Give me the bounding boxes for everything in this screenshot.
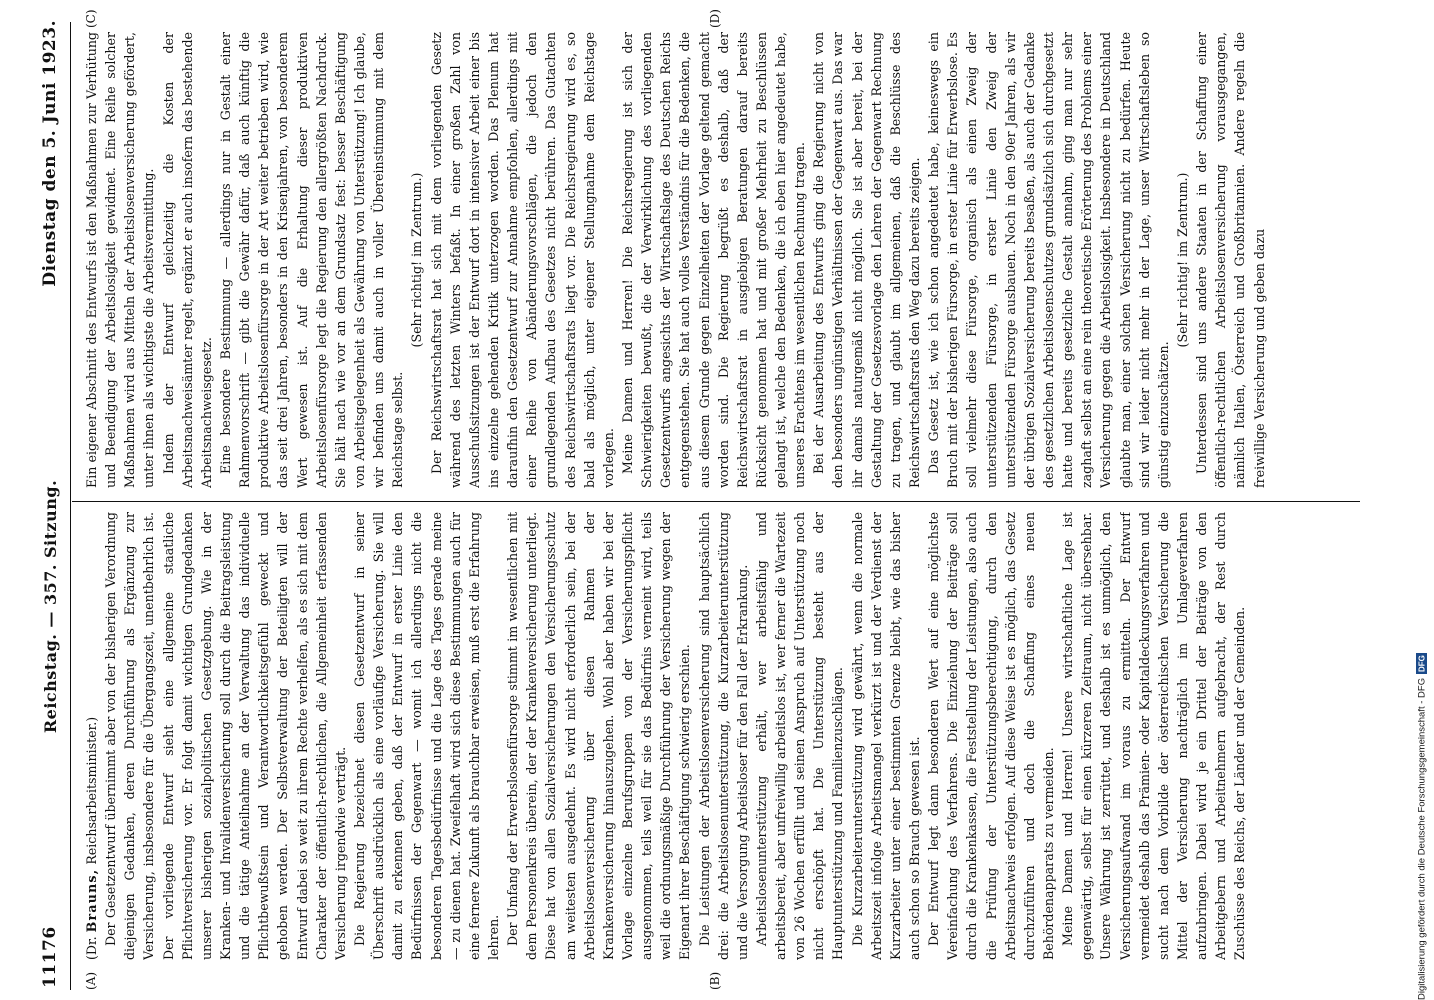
- paragraph: Meine Damen und Herren! Unsere wirtschaftliche Lage ist gegenwärtig, selbst für einen kürzeren Zeitraum, nicht übersehbar. Unsere Währung ist zerrüttet, und deshalb ist es unmöglich, den Versicherungsaufwand im voraus zu ermitteln. Der Entwurf vermeidet deshalb das Prämien- oder Kapitaldeckungsverfahren und sucht nach dem Vorbilde der österreichischen Versicherung die Mittel der Versicherung nachträglich im Umlageverfahren aufzubringen. Dabei wird je ein Drittel der Beiträge von den Arbeitgebern und Arbeitnehmern aufgebracht, der Rest durch Zuschüsse des Reichs, der Länder und der Gemeinden.: [1060, 512, 1248, 960]
- digitization-credit: [1413, 10, 1431, 1000]
- margin-mark-d: (D): [708, 9, 722, 28]
- paragraph: Der Gesetzentwurf übernimmt aber von der bisherigen Verordnung diejenigen Gedanken, deren Durchführung als Ergänzung zur Versicherung, insbesondere für die Übergangszeit, unentbehrlich ist. Der vorliegende Entwurf sieht eine allgemeine staatliche Pflichtversicherung vor. Er folgt damit wichtigen Grundgedanken unserer bisherigen sozialpolitischen Gesetzgebung. Wie in der Kranken- und Invalidenversicherung soll durch die Beitragsleistung und die tätige Anteilnahme an der Verwaltung das individuelle Pflichtbewußtsein und Verantwortlichkeitsgefühl geweckt und gehoben werden. Der Selbstverwaltung der Beteiligten will der Entwurf dabei so weit zu ihrem Rechte verhelfen, als es sich mit dem Charakter der öffentlich-rechtlichen, die Allgemeinheit erfassenden Versicherung irgendwie verträgt.: [103, 512, 348, 960]
- paragraph: Der Reichswirtschaftsrat hat sich mit dem vorliegenden Gesetz während des letzten Winters befaßt. In einer großen Zahl von Ausschußsitzungen ist der Entwurf dort in intensiver Arbeit einer bis ins einzelne gehenden Kritik unterzogen worden. Das Plenum hat daraufhin den Gesetzentwurf zur Annahme empfohlen, allerdings mit einer Reihe von Abänderungsvorschlägen, die jedoch den grundlegenden Aufbau des Gesetzes nicht berühren. Das Gutachten des Reichswirtschaftsrats liegt vor. Die Reichsregierung wird es, so bald als möglich, unter eigener Stellungnahme dem Reichstage vorlegen.: [428, 32, 616, 488]
- header-rule: [70, 22, 71, 990]
- paragraph: Indem der Entwurf gleichzeitig die Kosten der Arbeitsnachweisämter regelt, ergänzt er auch insofern das bestehende Arbeitsnachweisgesetz.: [160, 32, 214, 488]
- paragraph: Die Kurzarbeiterunterstützung wird gewährt, wenn die normale Arbeitszeit infolge Arbeitsmangel verkürzt ist und der Verdienst der Kurzarbeiter unter einer bestimmten Grenze bleibt, wie das bisher auch schon so Brauch gewesen ist.: [849, 512, 923, 960]
- paragraph: Die Leistungen der Arbeitslosenversicherung sind hauptsächlich drei: die Arbeitslosenunterstützung, die Kurzarbeiterunterstützung und die Versorgung Arbeitsloser für den Fall der Erkrankung.: [696, 512, 750, 960]
- margin-mark-b: (B): [708, 971, 722, 990]
- dfg-logo: DFG: [1417, 655, 1427, 672]
- interjection: (Sehr richtig! im Zentrum.): [1175, 172, 1191, 348]
- paragraph: Unterdessen sind uns andere Staaten in der Schaffung einer öffentlich-rechtlichen Arbeitslosenversicherung vorausgegangen, nämlich Italien, Österreich und Großbritannien. Andere regeln die freiwillige Versicherung und geben dazu: [1194, 32, 1267, 488]
- paragraph: Meine Damen und Herren! Die Reichsregierung ist sich der Schwierigkeiten bewußt, die der Verwirklichung des vorliegenden Gesetzentwurfs angesichts der Wirtschaftslage des Deutschen Reichs entgegenstehen. Sie hat auch volles Verständnis für die Bedenken, die aus diesem Grunde gegen Einzelheiten der Vorlage geltend gemacht worden sind. Die Regierung begrüßt es deshalb, daß der Reichswirtschaftsrat in ausgiebigen Beratungen darauf bereits Rücksicht genommen hat und mit großer Mehrheit zu Beschlüssen gelangt ist, welche den Bedenken, die ich eben hier angedeutet habe, unseres Erachtens im wesentlichen Rechnung tragen.: [619, 32, 808, 488]
- left-column: [82, 512, 1362, 960]
- paragraph: Arbeitslosenunterstützung erhält, wer arbeitsfähig und arbeitsbereit, aber unfreiwillig arbeitslos ist, wer ferner die Wartezeit von 26 Wochen erfüllt und seinen Anspruch auf Unterstützung noch nicht erschöpft hat. Die Unterstützung besteht aus der Hauptunterstützung und Familienzuschlägen.: [753, 512, 846, 960]
- margin-mark-a: (A): [84, 971, 98, 990]
- margin-mark-c: (C): [84, 9, 98, 28]
- speaker-line: [82, 512, 101, 960]
- paragraph: Das Gesetz ist, wie ich schon angedeutet habe, keineswegs ein Bruch mit der bisherigen Fürsorge, in erster Linie für Erwerbslose. Es soll vielmehr diese Fürsorge, organisch als einen Zweig der unterstützenden Fürsorge, in erster Linie den Zweig der unterstützenden Fürsorge ausbauen. Noch in den 90er Jahren, als wir der übrigen Sozialversicherung bereits besaßen, als auch der Gedanke des gesetzlichen Arbeitslosenschutzes grundsätzlich sich durchgesetzt hatte und bereits gesetzliche Gestalt annahm, ging man nur sehr zaghaft selbst an eine rein theoretische Erörterung des Problems einer Versicherung gegen die Arbeitslosigkeit. Insbesondere in Deutschland glaubte man, einer solchen Versicherung nicht zu bedürfen. Heute sind wir leider nicht mehr in der Lage, unser Wirtschaftsleben so günstig einzuschätzen.: [926, 32, 1171, 488]
- digitization-text: Digitalisierung gefördert durch die Deutsche Forschungsgemeinschaft - DFG: [1416, 677, 1428, 1000]
- column-divider: [72, 501, 1360, 502]
- speaker-role: Reichsarbeitsminister.): [84, 716, 99, 865]
- page-number: 11176: [40, 926, 60, 988]
- paragraph: Bei der Ausarbeitung des Entwurfs ging die Regierung nicht von den besonders ungünstigen Verhältnissen der Gegenwart aus. Das war ihr damals naturgemäß nicht möglich. Sie ist aber bereit, bei der Gestaltung der Gesetzesvorlage den Lehren der Gegenwart Rechnung zu tragen, und glaubt im allgemeinen, daß die Beschlüsse des Reichswirtschaftsrats den Weg dazu bereits zeigen.: [811, 32, 923, 488]
- session-header: Reichstag. — 357. Sitzung.: [40, 479, 60, 734]
- date-header: Dienstag den 5. Juni 1923.: [40, 20, 60, 287]
- paragraph: Der Entwurf legt dann besonderen Wert auf eine möglichste Vereinfachung des Verfahrens. Die Einziehung der Beiträge soll durch die Krankenkassen, die Feststellung der Leistungen, also auch die Prüfung der Unterstützungsberechtigung, durch den Arbeitsnachweis erfolgen. Auf diese Weise ist es möglich, das Gesetz durchzuführen und doch die Schaffung eines neuen Behördenapparats zu vermeiden.: [926, 512, 1057, 960]
- paragraph: Eine besondere Bestimmung — allerdings nur in Gestalt einer Rahmenvorschrift — gibt die Gewähr dafür, daß auch künftig die produktive Arbeitslosenfürsorge in der Art weiter betrieben wird, wie das seit drei Jahren, besonders in den Krisenjahren, von besonderem Wert gewesen ist. Auf die Erhaltung dieser produktiven Arbeitslosenfürsorge legt die Regierung den allergrößten Nachdruck. Sie hält nach wie vor an dem Grundsatz fest: besser Beschäftigung von Arbeitsgelegenheit als Gewährung von Unterstützung! Ich glaube, wir befinden uns damit auch in voller Übereinstimmung mit dem Reichstage selbst.: [217, 32, 406, 488]
- page-header: [30, 20, 70, 988]
- speaker-name: Brauns,: [84, 868, 99, 933]
- paragraph: Die Regierung bezeichnet diesen Gesetzentwurf in seiner Überschrift ausdrücklich als eine vorläufige Versicherung. Sie will damit zu erkennen geben, daß der Entwurf in erster Linie den Bedürfnissen der Gegenwart — womit ich allerdings nicht die besonderen Tagesbedürfnisse und die Lage des Tages gerade meine — zu dienen hat. Zweifelhaft wird sich diese Bestimmungen auch für eine fernere Zukunft als brauchbar erweisen, muß erst die Erfahrung lehren.: [351, 512, 501, 960]
- paragraph: Ein eigener Abschnitt des Entwurfs ist den Maßnahmen zur Verhütung und Beendigung der Arbeitslosigkeit gewidmet. Eine Reihe solcher Maßnahmen wird aus Mitteln der Arbeitslosenversicherung gefördert, unter ihnen als wichtigste die Arbeitsvermittlung.: [84, 32, 157, 488]
- right-column: [82, 32, 1362, 488]
- interjection: (Sehr richtig! im Zentrum.): [409, 172, 425, 348]
- speaker-prefix: (Dr.: [84, 936, 99, 960]
- paragraph: Der Umfang der Erwerbslosenfürsorge stimmt im wesentlichen mit dem Personenkreis überein, der der Krankenversicherung unterliegt. Diese hat von allen Sozialversicherungen den Versicherungsschutz am weitesten ausgedehnt. Es wird nicht erforderlich sein, bei der Arbeitslosenversicherung über diesen Rahmen der Krankenversicherung hinauszugehen. Wohl aber haben wir bei der Vorlage einzelne Berufsgruppen von der Versicherungspflicht ausgenommen, teils weil für sie das Bedürfnis verneint wird, teils weil die ordnungsmäßige Durchführung der Versicherung wegen der Eigenart ihrer Beschäftigung schwierig erschien.: [505, 512, 693, 960]
